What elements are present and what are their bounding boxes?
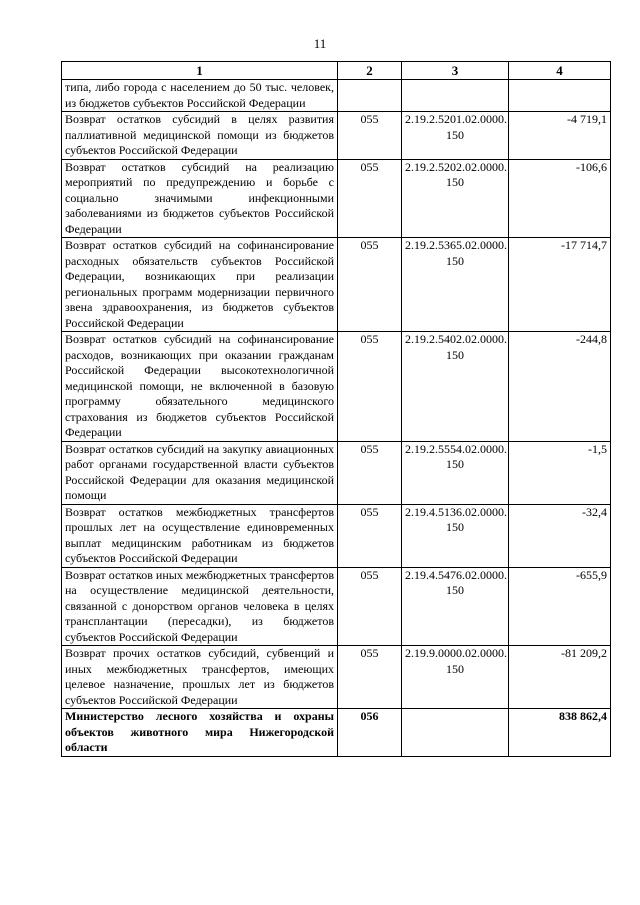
row-admin-code: 055 xyxy=(338,112,402,160)
row-admin-code: 056 xyxy=(338,709,402,757)
ministry-total-row xyxy=(62,709,611,757)
column-header-3: 3 xyxy=(402,62,509,80)
row-admin-code: 055 xyxy=(338,441,402,504)
table-header-row xyxy=(62,62,611,80)
row-admin-code: 055 xyxy=(338,238,402,332)
row-description: Возврат остатков субсидий на закупку авиационных работ органами государственной власти субъектов Российской Федерации для оказания медицинской помощи xyxy=(62,441,338,504)
row-classification-code: 2.19.2.5365.02.0000. 150 xyxy=(402,238,509,332)
table-row xyxy=(62,567,611,646)
row-classification-code: 2.19.4.5476.02.0000. 150 xyxy=(402,567,509,646)
row-admin-code: 055 xyxy=(338,567,402,646)
row-description: Возврат остатков субсидий на софинансирование расходов, возникающих при оказании гражданам Российской Федерации высокотехнологичной медицинской помощи, не включенной в базовую программу обязательного медицинского страхования из бюджетов субъектов Российской Федерации xyxy=(62,332,338,442)
table-row xyxy=(62,646,611,709)
row-classification-code xyxy=(402,709,509,757)
row-description: Возврат остатков субсидий в целях развития паллиативной медицинской помощи из бюджетов субъектов Российской Федерации xyxy=(62,112,338,160)
column-header-1: 1 xyxy=(62,62,338,80)
row-description: Возврат остатков субсидий на софинансирование расходных обязательств субъектов Российской Федерации, возникающих при реализации региональных программ модернизации первичного звена здравоохранения, из бюджетов субъектов Российской Федерации xyxy=(62,238,338,332)
budget-table xyxy=(61,61,611,757)
row-classification-code xyxy=(402,80,509,112)
column-header-4: 4 xyxy=(509,62,611,80)
row-classification-code: 2.19.2.5402.02.0000. 150 xyxy=(402,332,509,442)
row-amount: -32,4 xyxy=(509,504,611,567)
row-admin-code: 055 xyxy=(338,504,402,567)
row-admin-code xyxy=(338,80,402,112)
table-row xyxy=(62,332,611,442)
row-classification-code: 2.19.2.5201.02.0000. 150 xyxy=(402,112,509,160)
row-amount: -17 714,7 xyxy=(509,238,611,332)
row-admin-code: 055 xyxy=(338,646,402,709)
row-classification-code: 2.19.4.5136.02.0000. 150 xyxy=(402,504,509,567)
row-amount: -655,9 xyxy=(509,567,611,646)
row-amount: -4 719,1 xyxy=(509,112,611,160)
table-row xyxy=(62,159,611,238)
table-row xyxy=(62,504,611,567)
row-amount: -1,5 xyxy=(509,441,611,504)
row-admin-code: 055 xyxy=(338,332,402,442)
row-admin-code: 055 xyxy=(338,159,402,238)
table-row xyxy=(62,441,611,504)
row-amount: -106,6 xyxy=(509,159,611,238)
row-description: Возврат остатков иных межбюджетных трансфертов на осуществление медицинской деятельности, связанной с донорством органов человека в целях трансплантации (пересадки), из бюджетов субъектов Российской Федерации xyxy=(62,567,338,646)
row-classification-code: 2.19.2.5554.02.0000. 150 xyxy=(402,441,509,504)
table-row xyxy=(62,238,611,332)
row-classification-code: 2.19.9.0000.02.0000. 150 xyxy=(402,646,509,709)
row-amount: -244,8 xyxy=(509,332,611,442)
row-description: типа, либо города с населением до 50 тыс. человек, из бюджетов субъектов Российской Федерации xyxy=(62,80,338,112)
row-classification-code: 2.19.2.5202.02.0000. 150 xyxy=(402,159,509,238)
row-description: Возврат прочих остатков субсидий, субвенций и иных межбюджетных трансфертов, имеющих целевое назначение, прошлых лет из бюджетов субъектов Российской Федерации xyxy=(62,646,338,709)
table-row xyxy=(62,112,611,160)
table-row xyxy=(62,80,611,112)
row-description: Министерство лесного хозяйства и охраны объектов животного мира Нижегородской области xyxy=(62,709,338,757)
page-number: 11 xyxy=(313,36,327,51)
row-amount: -81 209,2 xyxy=(509,646,611,709)
row-amount: 838 862,4 xyxy=(509,709,611,757)
row-amount xyxy=(509,80,611,112)
row-description: Возврат остатков межбюджетных трансфертов прошлых лет на осуществление единовременных выплат медицинским работникам из бюджетов субъектов Российской Федерации xyxy=(62,504,338,567)
column-header-2: 2 xyxy=(338,62,402,80)
row-description: Возврат остатков субсидий на реализацию мероприятий по предупреждению и борьбе с социально значимыми инфекционными заболеваниями из бюджетов субъектов Российской Федерации xyxy=(62,159,338,238)
